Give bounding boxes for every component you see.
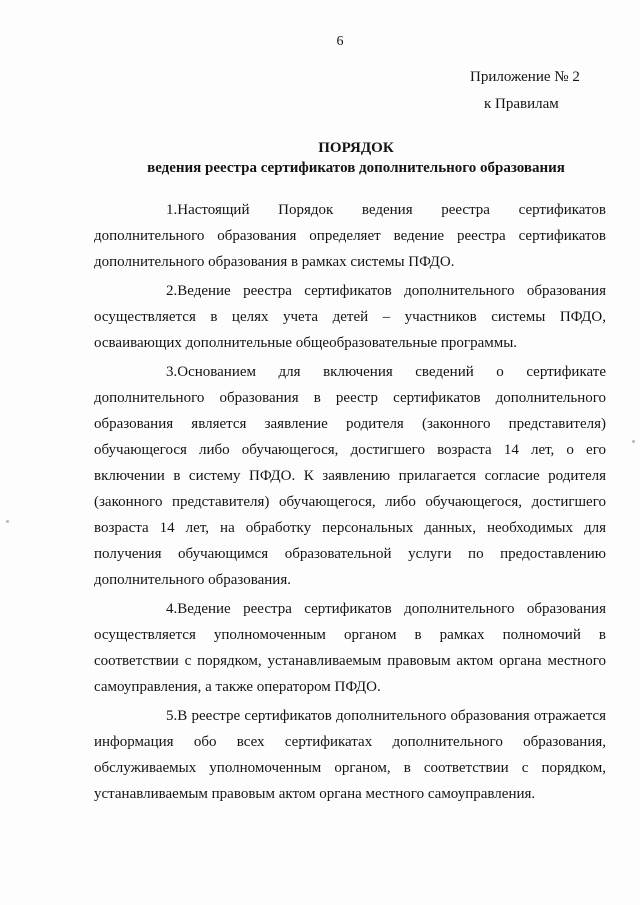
paragraph-2 bbox=[94, 278, 606, 356]
document-title: ПОРЯДОК bbox=[318, 140, 394, 156]
paragraph-3 bbox=[94, 359, 606, 593]
scan-artifact bbox=[632, 440, 635, 443]
paragraph-text: Настоящий Порядок ведения реестра сертификатов дополнительного образования определяет ведение реестра сертификатов дополнительного образования в рамках системы ПФДО. bbox=[94, 202, 606, 270]
appendix-line-2: к Правилам bbox=[484, 96, 559, 112]
paragraph-text: В реестре сертификатов дополнительного образования отражается информация обо всех сертификатах дополнительного образования, обслуживаемых уполномоченным органом, в соответствии с порядком, устанавливаемым правовым актом органа местного самоуправления. bbox=[94, 708, 606, 802]
paragraph-5 bbox=[94, 703, 606, 807]
paragraph-number: 3. bbox=[166, 364, 178, 380]
appendix-reference bbox=[470, 64, 580, 118]
paragraph-number: 1. bbox=[166, 202, 178, 218]
document-subtitle: ведения реестра сертификатов дополнительного образования bbox=[147, 160, 565, 176]
paragraph-number: 4. bbox=[166, 601, 178, 617]
page-number: 6 bbox=[336, 34, 344, 49]
paragraph-text: Ведение реестра сертификатов дополнительного образования осуществляется в целях учета детей – участников системы ПФДО, осваивающих дополнительные общеобразовательные программы. bbox=[94, 283, 606, 351]
paragraph-4 bbox=[94, 596, 606, 700]
appendix-line-1: Приложение № 2 bbox=[470, 69, 580, 85]
document-body bbox=[94, 197, 606, 810]
paragraph-number: 5. bbox=[166, 708, 178, 724]
paragraph-number: 2. bbox=[166, 283, 178, 299]
paragraph-1 bbox=[94, 197, 606, 275]
paragraph-text: Ведение реестра сертификатов дополнительного образования осуществляется уполномоченным органом в рамках полномочий в соответствии с порядком, устанавливаемым правовым актом органа местного самоуправления, а также оператором ПФДО. bbox=[94, 601, 606, 695]
scan-artifact bbox=[6, 520, 9, 523]
paragraph-text: Основанием для включения сведений о сертификате дополнительного образования в реестр сертификатов дополнительного образования является заявление родителя (законного представителя) обучающегося либо обучающегося, достигшего возраста 14 лет, о его включении в систему ПФДО. К заявлению прилагается согласие родителя (законного представителя) обучающегося, либо обучающегося, достигшего возраста 14 лет, на обработку персональных данных, необходимых для получения обучающимся образовательной услуги по предоставлению дополнительного образования. bbox=[94, 364, 606, 588]
